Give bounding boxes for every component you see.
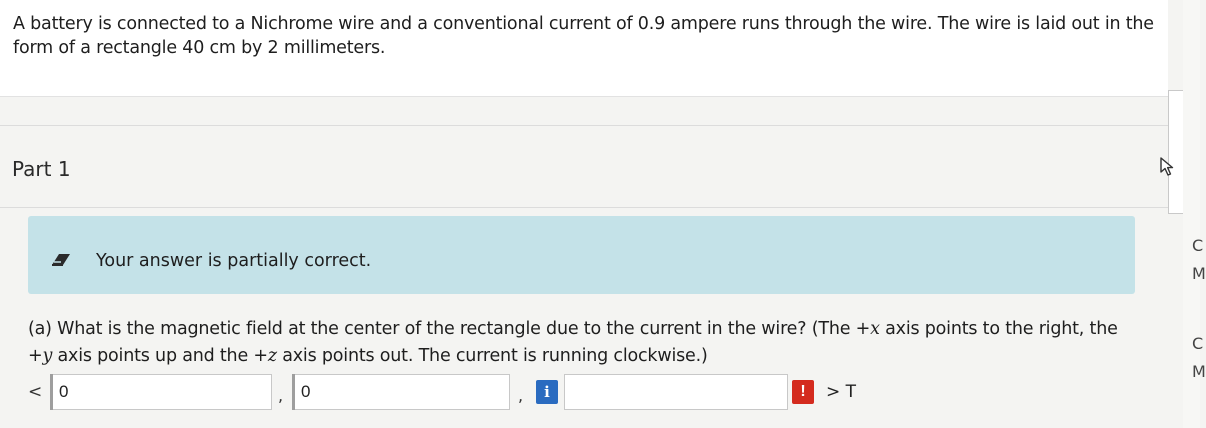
z-component-input[interactable] — [564, 374, 788, 410]
comma-separator: , — [278, 386, 284, 405]
unit-label: > T — [826, 382, 857, 402]
edge-char: C — [1192, 334, 1204, 353]
open-bracket: < — [28, 382, 43, 402]
x-component-input[interactable]: 0 — [50, 374, 272, 410]
feedback-message: Your answer is partially correct. — [96, 251, 372, 271]
section-divider — [0, 207, 1168, 208]
y-component-input[interactable]: 0 — [292, 374, 510, 410]
warning-icon[interactable]: ! — [792, 380, 814, 404]
edge-char: C — [1192, 236, 1204, 255]
question-line-1: (a) What is the magnetic field at the center of the rectangle due to the current in the wire? (The +x axis points to the right, the — [28, 319, 1118, 339]
question-line-2: +y axis points up and the +z axis points out. The current is running clockwise.) — [28, 346, 708, 366]
comma-separator: , — [518, 386, 524, 405]
edge-char: M — [1192, 264, 1206, 283]
section-divider — [0, 125, 1168, 126]
problem-text: A battery is connected to a Nichrome wire and a conventional current of 0.9 ampere runs through the wire. The wire is laid out in the form of a rectangle 40 cm by 2 millimeters. — [13, 14, 1154, 58]
part-label: Part 1 — [12, 157, 71, 181]
vector-answer-row — [28, 374, 868, 412]
eraser-icon — [50, 250, 72, 270]
question-text — [28, 316, 1138, 370]
input-edge — [50, 374, 53, 410]
input-edge — [292, 374, 295, 410]
info-button[interactable]: i — [536, 380, 558, 404]
edge-char: M — [1192, 362, 1206, 381]
mouse-pointer-icon — [1158, 156, 1178, 178]
problem-statement-panel — [0, 0, 1168, 97]
